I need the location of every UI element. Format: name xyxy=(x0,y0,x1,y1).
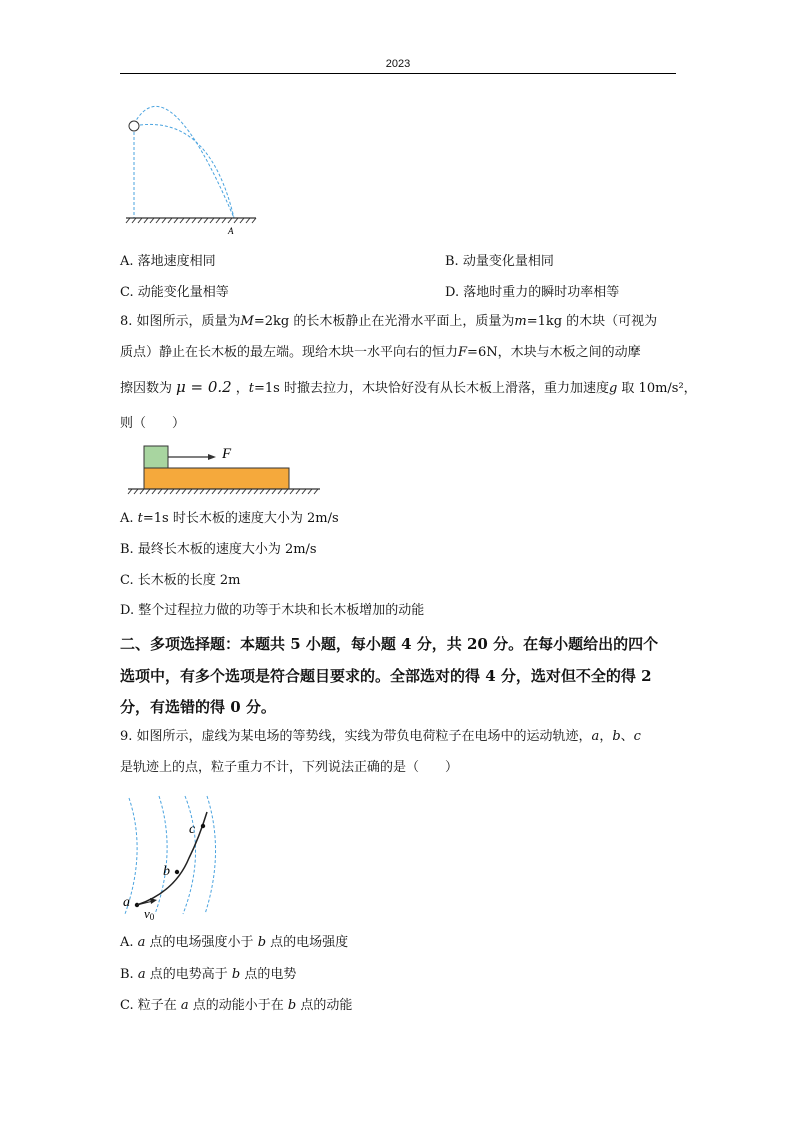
q9-option-c: C. 粒子在 a 点的动能小于在 b 点的动能 xyxy=(120,998,353,1013)
q8-stem-line3: 擦因数为 μ = 0.2 ，t=1s 时撤去拉力，木块恰好没有从长木板上滑落，重力加速度g 取 10m/s²， xyxy=(120,378,697,396)
q7-point-a-label: A xyxy=(228,226,234,236)
section2-line3: 分，有选错的得 0 分。 xyxy=(120,698,276,716)
q7-trajectory-high xyxy=(134,106,234,218)
q9-figure xyxy=(115,792,225,922)
q8-option-b: B. 最终长木板的速度大小为 2m/s xyxy=(120,542,317,557)
q7-ball xyxy=(129,121,139,131)
header-rule xyxy=(120,73,676,74)
q7-option-d: D. 落地时重力的瞬时功率相等 xyxy=(445,285,620,300)
q9-option-b: B. a 点的电势高于 b 点的电势 xyxy=(120,967,297,982)
q8-stem-line2: 质点）静止在长木板的最左端。现给木块一水平向右的恒力F=6N，木块与木板之间的动摩 xyxy=(120,345,641,360)
q8-option-a: A. t=1s 时长木板的速度大小为 2m/s xyxy=(120,511,339,526)
q8-stem-line4: 则（ ） xyxy=(120,416,186,431)
q8-force-label: F xyxy=(222,446,232,462)
page-header-year: 2023 xyxy=(385,58,411,70)
q9-trajectory xyxy=(137,812,207,905)
q9-stem-line1: 9. 如图所示，虚线为某电场的等势线，实线为带负电荷粒子在电场中的运动轨迹，a，b、c xyxy=(120,729,641,744)
q7-trajectory-horizontal xyxy=(140,124,234,218)
q9-label-c: c xyxy=(189,822,196,837)
q8-stem-line1: 8. 如图所示，质量为M=2kg 的长木板静止在光滑水平面上，质量为m=1kg 的木块（可视为 xyxy=(120,314,658,329)
section2-line2: 选项中，有多个选项是符合题目要求的。全部选对的得 4 分，选对但不全的得 2 xyxy=(120,667,652,685)
q9-stem-line2: 是轨迹上的点，粒子重力不计，下列说法正确的是（ ） xyxy=(120,760,459,775)
q9-label-a: a xyxy=(123,895,130,910)
q9-option-a: A. a 点的电场强度小于 b 点的电场强度 xyxy=(120,935,349,950)
q8-small-block xyxy=(144,446,168,468)
q9-point-b xyxy=(175,870,179,874)
q8-mu-formula: μ = 0.2 xyxy=(176,378,232,396)
q7-figure xyxy=(120,92,260,242)
q9-label-v0: v0 xyxy=(144,906,155,922)
q7-option-a: A. 落地速度相同 xyxy=(120,254,216,269)
q7-option-c: C. 动能变化量相等 xyxy=(120,285,229,300)
q8-figure xyxy=(124,440,324,500)
q8-option-c: C. 长木板的长度 2m xyxy=(120,573,241,588)
section2-line1: 二、多项选择题：本题共 5 小题，每小题 4 分，共 20 分。在每小题给出的四个 xyxy=(120,635,659,653)
q9-equipotential-3 xyxy=(183,796,196,914)
q7-option-b: B. 动量变化量相同 xyxy=(445,254,554,269)
q8-option-d: D. 整个过程拉力做的功等于木块和长木板增加的动能 xyxy=(120,603,425,618)
q9-label-b: b xyxy=(163,864,170,879)
q8-long-board xyxy=(144,468,289,489)
q9-point-c xyxy=(201,824,205,828)
